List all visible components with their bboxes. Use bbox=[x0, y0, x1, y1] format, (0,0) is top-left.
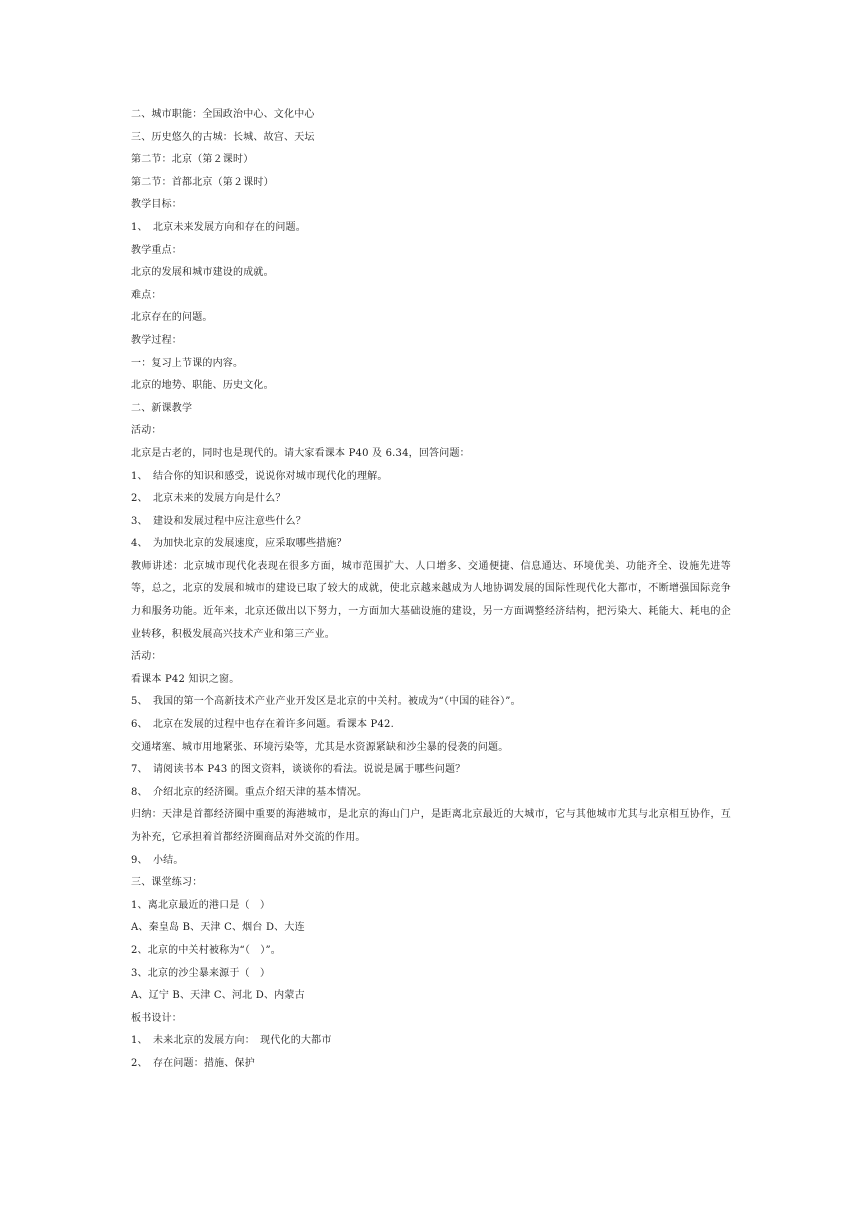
exercise-question: 2、北京的中关村被称为“（ ）”。 bbox=[131, 944, 281, 956]
text-line: 三、历史悠久的古城：长城、故宫、天坛 bbox=[131, 131, 315, 143]
text-line: 北京存在的问题。 bbox=[131, 312, 213, 324]
board-design-item: 2、 存在问题：措施、保护 bbox=[131, 1057, 255, 1069]
text-line: 二、城市职能：全国政治中心、文化中心 bbox=[131, 109, 315, 120]
text-line: 北京是古老的，同时也是现代的。请大家看课本 P40 及 6.34，回答问题： bbox=[131, 447, 470, 459]
text-line: 北京的地势、职能、历史文化。 bbox=[131, 380, 274, 392]
question-item: 4、 为加快北京的发展速度，应采取哪些措施？ bbox=[131, 538, 347, 550]
text-line: 第二节：北京（第２课时） bbox=[131, 154, 254, 166]
text-line: 活动： bbox=[131, 425, 162, 437]
board-design-item: 1、 未来北京的发展方向： 现代化的大都市 bbox=[131, 1035, 332, 1047]
document-page bbox=[131, 104, 731, 1076]
question-item: 2、 北京未来的发展方向是什么？ bbox=[131, 493, 286, 505]
exercise-question: 3、北京的沙尘暴来源于（ ） bbox=[131, 967, 271, 979]
text-line: 教学目标： bbox=[131, 199, 182, 211]
text-line: 交通堵塞、城市用地紧张、环境污染等，尤其是水资源紧缺和沙尘暴的侵袭的问题。 bbox=[131, 741, 509, 753]
text-line: 看课本 P42 知识之窗。 bbox=[131, 673, 240, 685]
teacher-explanation-paragraph: 教师讲述：北京城市现代化表现在很多方面，城市范围扩大、人口增多、交通便捷、信息通达、环境优美、功能齐全、设施先进等等，总之，北京的发展和城市的建设已取了较大的成就，使北京越来越成为人地协调发展的国际性现代化大都市，不断增强国际竞争力和服务功能。近年来，北京还做出以下努力，一方面加大基础设施的建设，另一方面调整经济结构，把污染大、耗能大、耗电的企业转移，积极发展高兴技术产业和第三产业。 bbox=[131, 560, 731, 640]
question-item: 6、 北京在发展的过程中也存在着许多问题。看课本 P42. bbox=[131, 719, 394, 731]
question-item: 7、 请阅读书本 P43 的图文资料，谈谈你的看法。说说是属于哪些问题？ bbox=[131, 764, 466, 776]
question-item: 3、 建设和发展过程中应注意些什么？ bbox=[131, 515, 306, 527]
question-item: 8、 介绍北京的经济圈。重点介绍天津的基本情况。 bbox=[131, 786, 368, 798]
text-line: 1、 北京未来发展方向和存在的问题。 bbox=[131, 221, 306, 233]
text-line: 教学过程： bbox=[131, 334, 182, 346]
question-item: 9、 小结。 bbox=[131, 854, 184, 866]
exercise-question: 1、离北京最近的港口是（ ） bbox=[131, 899, 271, 911]
exercise-options: A、辽宁 B、天津 C、河北 D、内蒙古 bbox=[131, 990, 305, 1002]
text-line: 一：复习上节课的内容。 bbox=[131, 357, 244, 369]
section-title: 第二节：首都北京（第２课时） bbox=[131, 176, 274, 188]
summary-paragraph: 归纳：天津是首都经济圈中重要的海港城市，是北京的海山门户，是距离北京最近的大城市，它与其他城市尤其与北京相互协作，互为补充，它承担着首都经济圈商品对外交流的作用。 bbox=[131, 809, 731, 843]
text-line: 活动： bbox=[131, 651, 162, 663]
text-line: 难点： bbox=[131, 289, 162, 301]
question-item: 5、 我国的第一个高新技术产业产业开发区是北京的中关村。被成为“（中国的硅谷）”。 bbox=[131, 696, 521, 708]
text-line: 三、课堂练习： bbox=[131, 877, 203, 889]
text-line: 板书设计： bbox=[131, 1012, 182, 1024]
question-item: 1、 结合你的知识和感受，说说你对城市现代化的理解。 bbox=[131, 470, 388, 482]
exercise-options: A、秦皇岛 B、天津 C、烟台 D、大连 bbox=[131, 922, 305, 934]
text-line: 教学重点： bbox=[131, 244, 182, 256]
text-line: 北京的发展和城市建设的成就。 bbox=[131, 267, 274, 279]
text-line: 二、新课教学 bbox=[131, 402, 193, 414]
